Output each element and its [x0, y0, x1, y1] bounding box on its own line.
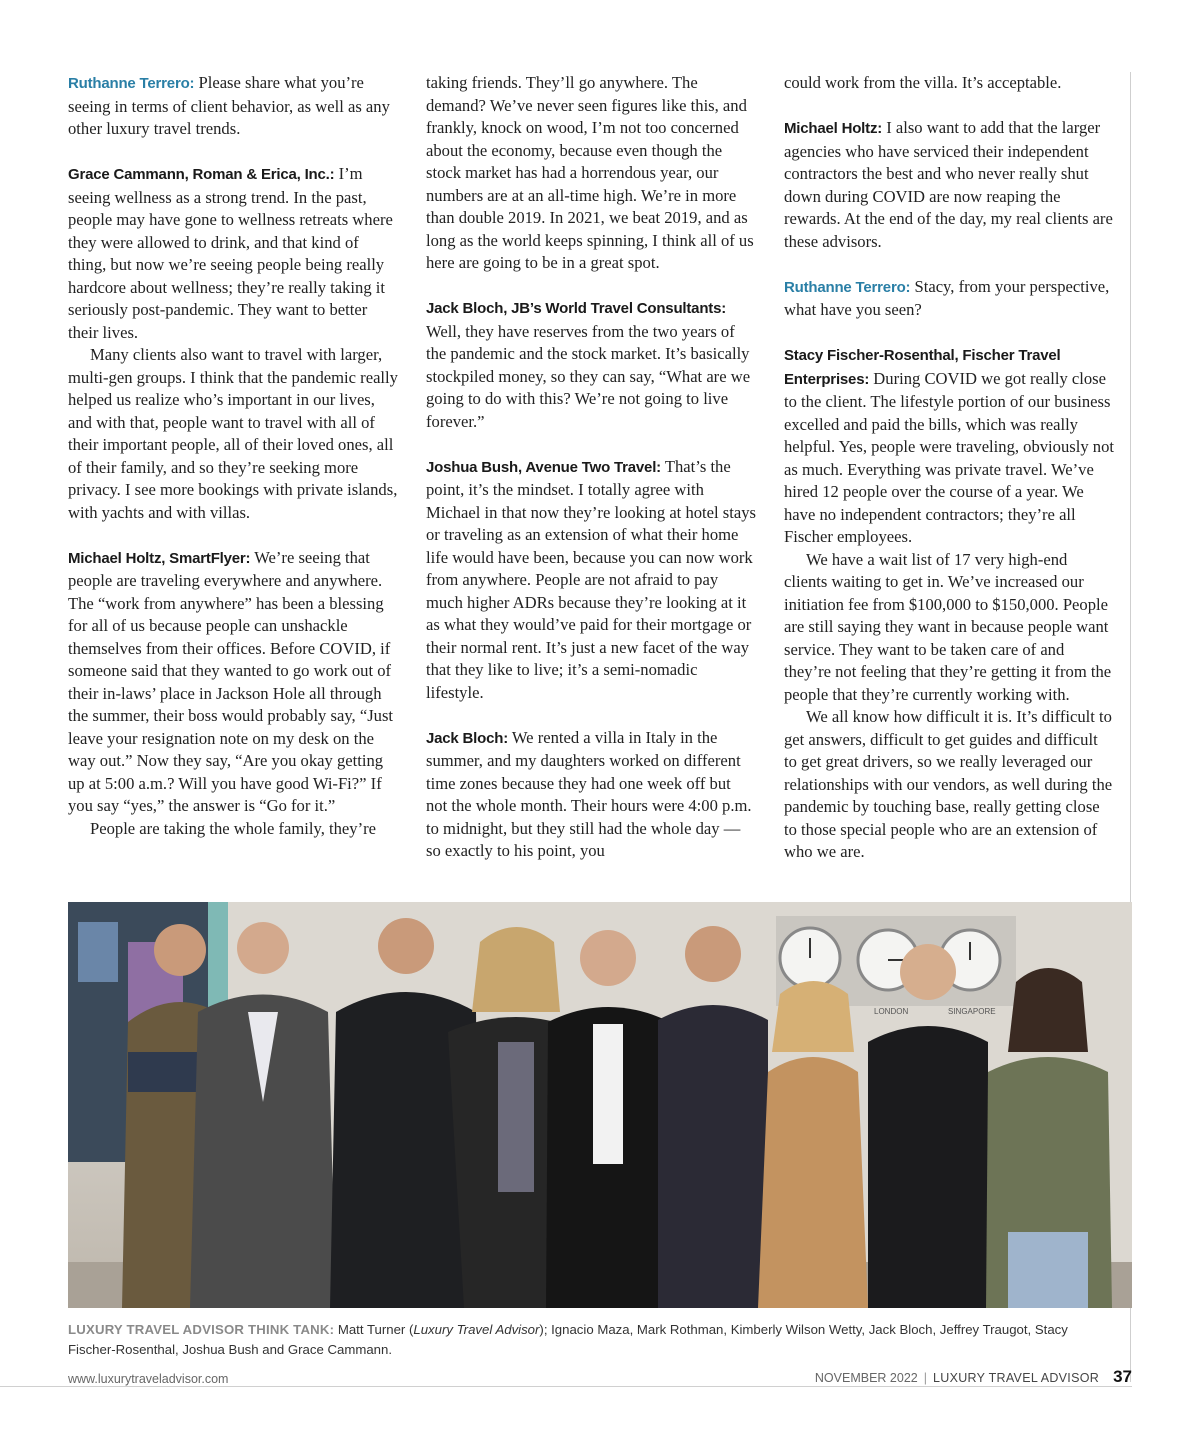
- paragraph: [426, 72, 756, 275]
- speaker-name: Ruthanne Terrero:: [68, 75, 195, 92]
- speaker-name: Jack Bloch, JB’s World Travel Consultants:: [426, 300, 727, 317]
- group-photo: [68, 902, 1132, 1308]
- paragraph: [426, 456, 756, 705]
- paragraph: [68, 547, 398, 818]
- footer-url: www.luxurytraveladvisor.com: [68, 1372, 229, 1386]
- paragraph: [68, 163, 398, 344]
- paragraph-text: I also want to add that the larger agencies who have serviced their independent contractors the best and who never really shut down during COVID are now reaping the rewards. At the end of the day, my real clients are these advisors.: [784, 118, 1113, 251]
- clock-label-singapore: SINGAPORE: [948, 1007, 996, 1016]
- speaker-name: Stacy Fischer-Rosenthal, Fischer Travel Enterprises:: [784, 347, 1061, 388]
- footer-separator: |: [923, 1371, 927, 1385]
- paragraph: [784, 706, 1114, 864]
- paragraph-text: Please share what you’re seeing in terms of client behavior, as well as any other luxury travel trends.: [68, 73, 390, 138]
- paragraph-text: Well, they have reserves from the two years of the pandemic and the stock market. It’s basically stockpiled money, so they can say, “What are we going to do with this? We’re not going to live forever.”: [426, 321, 751, 431]
- article-column-3: [784, 72, 1114, 864]
- speaker-name: Grace Cammann, Roman & Erica, Inc.:: [68, 166, 335, 183]
- paragraph-text: That’s the point, it’s the mindset. I totally agree with Michael in that now they’re looking at hotel stays or traveling as an extension of what their home life would have been, because you can now work from anywhere. People are not afraid to pay much higher ADRs because they’re looking at it as what they would’ve paid for their mortgage or their normal rent. It’s just a new facet of the way that they like to live; it’s a semi-nomadic lifestyle.: [426, 456, 756, 702]
- page-number: 37: [1113, 1367, 1132, 1386]
- paragraph-text: People are taking the whole family, they’re: [90, 818, 376, 838]
- paragraph-text: We’re seeing that people are traveling everywhere and anywhere. The “work from anywhere” has been a blessing for all of us because people can unshackle themselves from their offices. Before COVID, if someone said that they wanted to go work out of their in-laws’ place in Jackson Hole all through the summer, their boss would probably say, “Just leave your resignation note on my desk on the way out.” Now they say, “Are you okay getting up at 5:00 a.m.? Will you have good Wi-Fi?” If you say “yes,” the answer is “Go for it.”: [68, 547, 394, 815]
- paragraph: [784, 549, 1114, 707]
- paragraph-text: We rented a villa in Italy in the summer, and my daughters worked on different time zones because they had one week off but not the whole month. Their hours were 4:00 p.m. to midnight, but they still had the whole day — so exactly to his point, you: [426, 727, 752, 860]
- paragraph-text: I’m seeing wellness as a strong trend. In the past, people may have gone to wellness retreats where they were allowed to drink, and that kind of thing, but now we’re seeing people being really hardcore about wellness; they’re really taking it seriously post-pandemic. They want to better their lives.: [68, 164, 393, 342]
- paragraph: [68, 344, 398, 524]
- clock-label-london: LONDON: [874, 1007, 909, 1016]
- caption-italic: Luxury Travel Advisor: [413, 1322, 540, 1337]
- speaker-name: Joshua Bush, Avenue Two Travel:: [426, 458, 661, 476]
- paragraph-text: During COVID we got really close to the client. The lifestyle portion of our business excelled and paid the bills, which was really helpful. Yes, people were traveling, obviously not as much. Everything was private travel. We’ve hired 12 people over the course of a year. We have no independent contractors; they’re all Fischer employees.: [784, 368, 1114, 546]
- window-panel: [78, 922, 118, 982]
- article-column-2: [426, 72, 756, 863]
- article-column-1: [68, 72, 398, 840]
- photo-caption: [68, 1320, 1078, 1360]
- speaker-name: Ruthanne Terrero:: [784, 278, 911, 296]
- paragraph-text: We have a wait list of 17 very high-end clients waiting to get in. We’ve increased our initiation fee from $100,000 to $150,000. People are still saying they want in because people want service. They want to be taken care of and they’re not feeling that they’re getting it from the people that they’re currently working with.: [784, 549, 1112, 704]
- paragraph: [784, 276, 1114, 322]
- caption-text-1: Matt Turner (: [334, 1322, 414, 1337]
- paragraph-text: We all know how difficult it is. It’s difficult to get answers, difficult to get guides and difficult to get great drivers, so we really leveraged our relationships with our vendors, as well during the pandemic by touching base, really getting close to those special people who are an extension of who we are.: [784, 707, 1113, 861]
- caption-lead: LUXURY TRAVEL ADVISOR THINK TANK:: [68, 1322, 335, 1337]
- footer-publication: LUXURY TRAVEL ADVISOR: [932, 1371, 1100, 1385]
- paragraph: [426, 727, 756, 863]
- caption-text-2: ); Ignacio Maza, Mark Rothman, Kimberly Wilson Wetty, Jack Bloch, Jeffrey Traugot, Stacy Fischer-Rosenthal, Joshua Bush and Grace Cammann.: [68, 1322, 1068, 1357]
- footer-right: [815, 1367, 1132, 1387]
- speaker-name: Michael Holtz:: [784, 120, 883, 137]
- paragraph: [784, 344, 1114, 549]
- speaker-name: Michael Holtz, SmartFlyer:: [68, 549, 251, 567]
- paragraph: [68, 818, 398, 841]
- paragraph: [784, 72, 1114, 95]
- paragraph: [784, 117, 1114, 253]
- paragraph: [426, 297, 756, 433]
- speaker-name: Jack Bloch:: [426, 729, 508, 747]
- footer-date: NOVEMBER 2022: [814, 1371, 918, 1385]
- paragraph-text: Many clients also want to travel with larger, multi-gen groups. I think that the pandemic really helped us realize who’s important in our lives, and with that, people want to travel with all of their important people, all of their loved ones, all of their family, and so they’re seeking more privacy. I see more bookings with private islands, with yachts and with villas.: [68, 345, 398, 522]
- paragraph-text: taking friends. They’ll go anywhere. The demand? We’ve never seen figures like this, and frankly, knock on wood, I’m not too concerned about the economy, because even though the stock market has had a horrendous year, our numbers are at an all-time high. We’re in more than double 2019. In 2021, we beat 2019, and as long as the world keeps spinning, I think all of us here are going to be in a great spot.: [426, 73, 754, 272]
- paragraph-text: could work from the villa. It’s acceptable.: [784, 73, 1062, 92]
- group-photo-illustration: [68, 902, 1132, 1308]
- paragraph-text: Stacy, from your perspective, what have you seen?: [784, 276, 1110, 319]
- paragraph: [68, 72, 398, 141]
